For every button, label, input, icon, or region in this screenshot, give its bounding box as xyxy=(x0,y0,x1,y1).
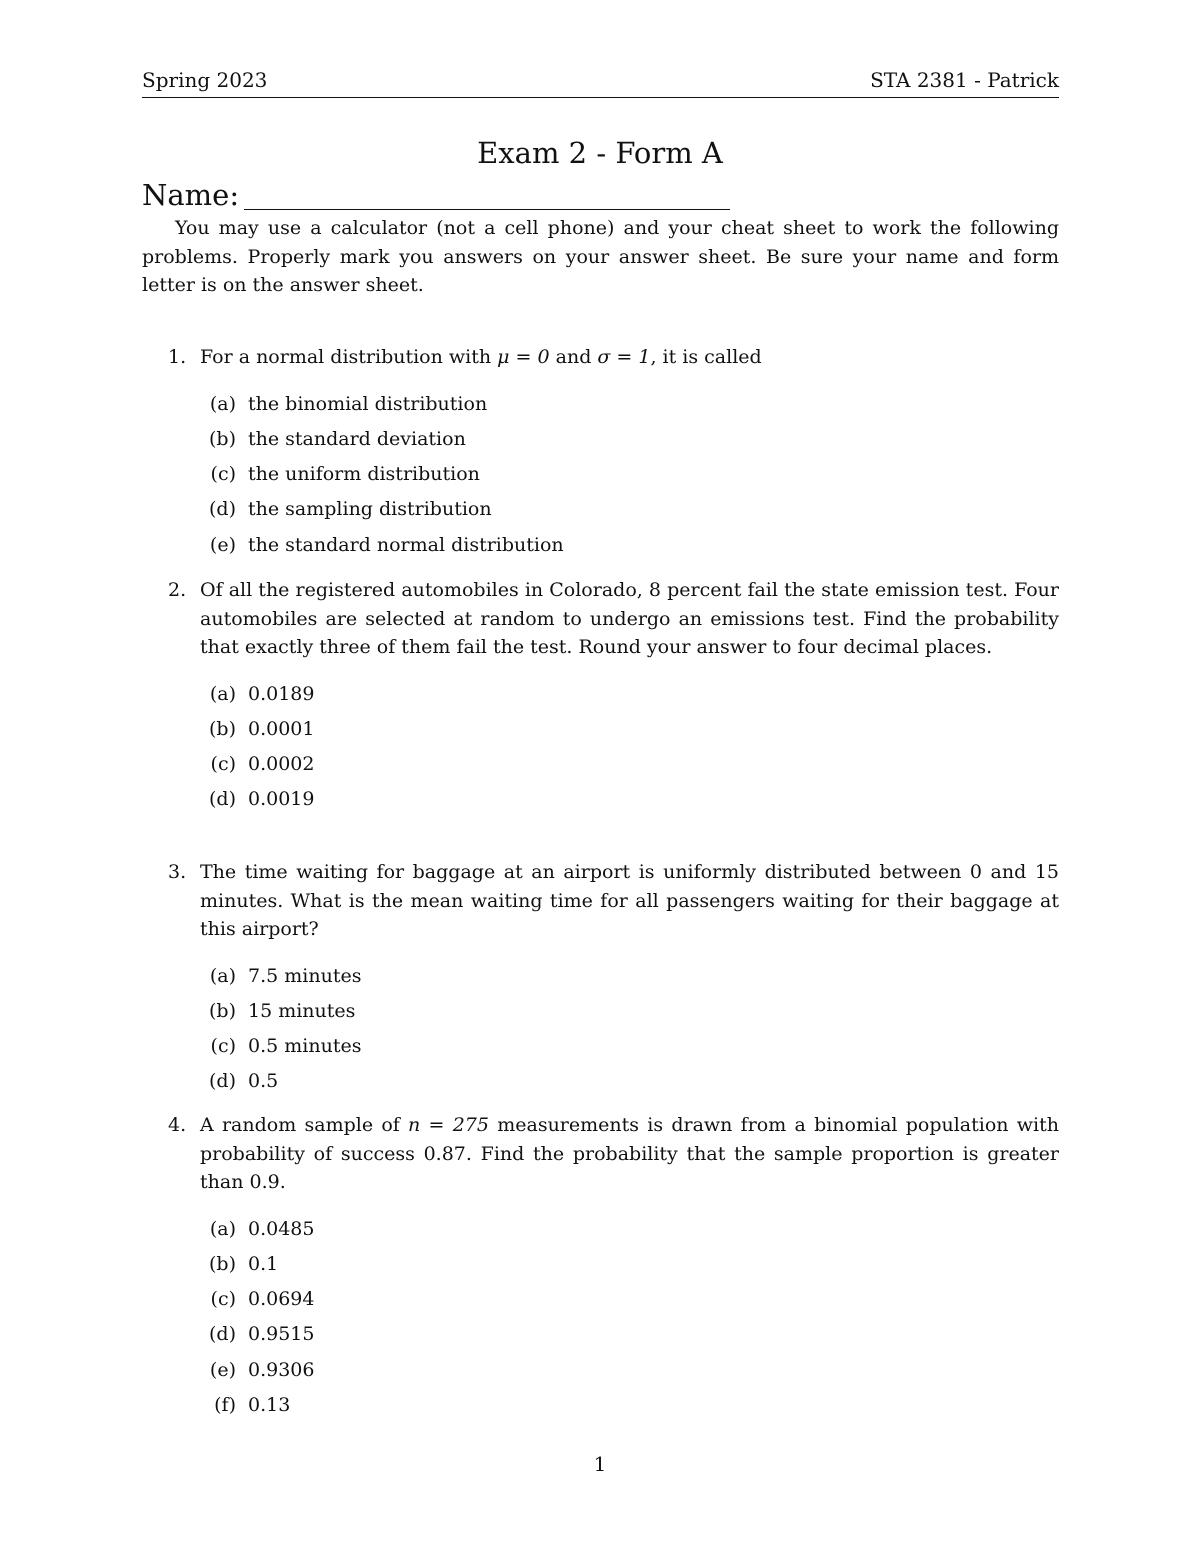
page-header xyxy=(142,66,1059,96)
mu-expression: μ = 0 xyxy=(497,346,550,368)
option-text: the binomial distribution xyxy=(248,392,488,415)
question-number: 1. xyxy=(168,346,187,368)
instructions: You may use a calculator (not a cell phone) and your cheat sheet to work the following problems. Properly mark you answers on your answer sheet. Be sure your name and form letter is on the answer sheet. xyxy=(142,217,1059,296)
semester-label: Spring 2023 xyxy=(142,68,268,92)
option-text: 0.0485 xyxy=(248,1217,315,1240)
question-number: 2. xyxy=(168,579,187,601)
sigma-expression: σ = 1 xyxy=(597,346,651,368)
option-label: (a) xyxy=(209,682,236,705)
answer-option xyxy=(142,528,1059,563)
question-text xyxy=(200,1111,1059,1197)
exam-title: Exam 2 - Form A xyxy=(477,136,723,170)
answer-options xyxy=(142,387,1059,563)
answer-option xyxy=(142,1029,1059,1064)
n-expression: n = 275 xyxy=(408,1114,489,1136)
answer-option xyxy=(142,782,1059,817)
option-label: (d) xyxy=(209,1070,236,1093)
answer-option xyxy=(142,1212,1059,1247)
option-text: 0.0002 xyxy=(248,753,315,776)
option-text: 0.0189 xyxy=(248,682,315,705)
question-1 xyxy=(142,343,1059,563)
option-text: 0.9515 xyxy=(248,1323,315,1346)
answer-option xyxy=(142,492,1059,527)
option-text: the sampling distribution xyxy=(248,498,492,521)
option-label: (d) xyxy=(209,1323,236,1346)
option-label: (a) xyxy=(209,964,236,987)
answer-options xyxy=(142,959,1059,1100)
question-4 xyxy=(142,1111,1059,1423)
option-label: (d) xyxy=(209,788,236,811)
option-label: (c) xyxy=(210,753,236,776)
option-text: 7.5 minutes xyxy=(248,964,362,987)
answer-options xyxy=(142,677,1059,818)
question-number: 4. xyxy=(168,1114,187,1136)
option-text: the uniform distribution xyxy=(248,463,480,486)
option-label: (b) xyxy=(209,427,236,450)
question-3 xyxy=(142,858,1059,1100)
course-label: STA 2381 - Patrick xyxy=(870,68,1059,92)
answer-option xyxy=(142,747,1059,782)
question-text: The time waiting for baggage at an airport is uniformly distributed between 0 and 15 minutes. What is the mean waiting time for all passengers waiting for their baggage at this airport? xyxy=(200,861,1059,940)
option-label: (c) xyxy=(210,463,236,486)
answer-option xyxy=(142,1247,1059,1282)
answer-option xyxy=(142,712,1059,747)
question-text-part: and xyxy=(549,346,598,368)
option-text: 0.0694 xyxy=(248,1288,315,1311)
option-text: 0.5 xyxy=(248,1070,279,1093)
question-text-part: measurements is drawn from a binomial population with probability of success 0.87. Find the probability that the sample proportion is greater than 0.9. xyxy=(200,1114,1059,1193)
option-label: (e) xyxy=(209,533,236,556)
answer-option xyxy=(142,1388,1059,1423)
answer-option xyxy=(142,1353,1059,1388)
header-rule xyxy=(142,97,1059,98)
option-label: (e) xyxy=(209,1358,236,1381)
answer-option xyxy=(142,959,1059,994)
answer-options xyxy=(142,1212,1059,1424)
question-2 xyxy=(142,576,1059,818)
option-label: (b) xyxy=(209,1252,236,1275)
option-text: 15 minutes xyxy=(248,999,356,1022)
option-label: (b) xyxy=(209,717,236,740)
option-text: 0.9306 xyxy=(248,1358,315,1381)
option-label: (f) xyxy=(214,1393,236,1416)
answer-option xyxy=(142,677,1059,712)
option-label: (a) xyxy=(209,1217,236,1240)
option-label: (a) xyxy=(209,392,236,415)
option-text: 0.1 xyxy=(248,1252,279,1275)
answer-option xyxy=(142,1317,1059,1352)
answer-option xyxy=(142,457,1059,492)
question-text-part: , it is called xyxy=(650,346,762,368)
option-label: (c) xyxy=(210,1288,236,1311)
question-text xyxy=(200,343,1059,372)
answer-option xyxy=(142,1064,1059,1099)
page-number: 1 xyxy=(593,1452,607,1476)
question-text: Of all the registered automobiles in Colorado, 8 percent fail the state emission test. Four automobiles are selected at random to undergo an emissions test. Find the probability that exactly three of them fail the test. Round your answer to four decimal places. xyxy=(200,579,1059,658)
option-label: (d) xyxy=(209,498,236,521)
answer-option xyxy=(142,1282,1059,1317)
option-text: the standard normal distribution xyxy=(248,533,564,556)
question-text-part: A random sample of xyxy=(200,1114,409,1136)
option-text: 0.0019 xyxy=(248,788,315,811)
option-text: 0.0001 xyxy=(248,717,315,740)
option-label: (c) xyxy=(210,1035,236,1058)
answer-option xyxy=(142,422,1059,457)
question-number: 3. xyxy=(168,861,187,883)
option-text: 0.13 xyxy=(248,1393,291,1416)
option-text: 0.5 minutes xyxy=(248,1035,362,1058)
answer-option xyxy=(142,387,1059,422)
question-text-part: For a normal distribution with xyxy=(200,346,498,368)
answer-option xyxy=(142,994,1059,1029)
name-label: Name: xyxy=(142,178,240,212)
name-blank-line xyxy=(244,209,730,210)
option-text: the standard deviation xyxy=(248,427,466,450)
option-label: (b) xyxy=(209,999,236,1022)
